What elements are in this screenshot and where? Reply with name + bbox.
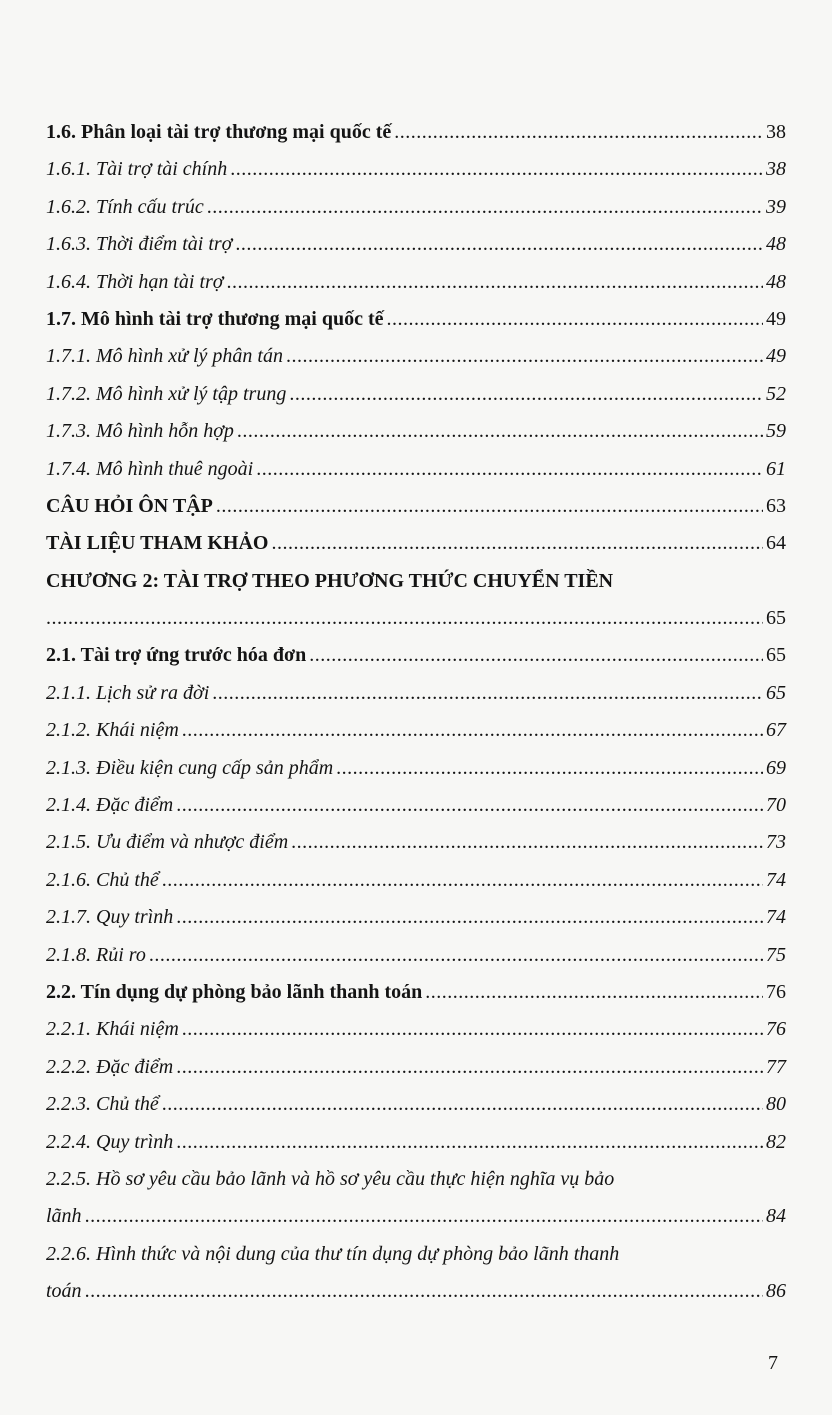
toc-entry-page: 67 bbox=[766, 719, 786, 742]
toc-entry-label: 1.7.2. Mô hình xử lý tập trung bbox=[46, 382, 287, 405]
toc-entry-page: 38 bbox=[766, 158, 786, 181]
toc-entry[interactable] bbox=[46, 1124, 786, 1161]
toc-entry-label: 2.2. Tín dụng dự phòng bảo lãnh thanh toán bbox=[46, 980, 423, 1003]
toc-entry[interactable] bbox=[46, 675, 786, 712]
leader-dots bbox=[149, 937, 763, 974]
leader-dots bbox=[207, 189, 763, 226]
toc-entry-label: 2.1.8. Rủi ro bbox=[46, 943, 146, 966]
toc-entry[interactable] bbox=[46, 413, 786, 450]
table-of-contents bbox=[46, 114, 786, 1311]
toc-entry[interactable] bbox=[46, 1198, 786, 1235]
toc-entry-label-line2: lãnh bbox=[46, 1205, 82, 1228]
leader-dots bbox=[289, 376, 763, 413]
leader-dots bbox=[182, 1011, 763, 1048]
leader-dots bbox=[291, 824, 763, 861]
chapter-page: 65 bbox=[766, 607, 786, 630]
leader-dots bbox=[237, 413, 763, 450]
toc-entry-page: 49 bbox=[766, 307, 786, 330]
page-number: 7 bbox=[768, 1352, 778, 1374]
toc-entry[interactable] bbox=[46, 376, 786, 413]
toc-entry[interactable] bbox=[46, 862, 786, 899]
toc-entry[interactable] bbox=[46, 525, 786, 562]
toc-entry-label-line1[interactable]: 2.2.5. Hồ sơ yêu cầu bảo lãnh và hồ sơ yêu cầu thực hiện nghĩa vụ bảo bbox=[46, 1167, 615, 1190]
leader-dots bbox=[176, 1049, 763, 1086]
toc-entry-page: 80 bbox=[766, 1093, 786, 1116]
toc-entry[interactable] bbox=[46, 1273, 786, 1310]
toc-entry-page: 84 bbox=[766, 1205, 786, 1228]
leader-dots bbox=[162, 862, 763, 899]
leader-dots bbox=[85, 1198, 763, 1235]
toc-entry-label: 2.2.3. Chủ thể bbox=[46, 1093, 159, 1116]
toc-entry-label: 1.7.1. Mô hình xử lý phân tán bbox=[46, 345, 283, 368]
toc-entry-page: 86 bbox=[766, 1280, 786, 1303]
toc-entry-label: 1.6.3. Thời điểm tài trợ bbox=[46, 233, 233, 256]
toc-entry[interactable] bbox=[46, 974, 786, 1011]
toc-entry[interactable] bbox=[46, 1086, 786, 1123]
toc-entry-page: 48 bbox=[766, 233, 786, 256]
toc-entry-label: 2.2.2. Đặc điểm bbox=[46, 1055, 174, 1078]
toc-entry-label: 2.1.6. Chủ thể bbox=[46, 868, 159, 891]
toc-entry-page: 76 bbox=[766, 1018, 786, 1041]
chapter-title: CHƯƠNG 2: TÀI TRỢ THEO PHƯƠNG THỨC CHUYỂN TIỀN bbox=[46, 569, 614, 592]
leader-dots bbox=[176, 899, 763, 936]
leader-dots bbox=[46, 600, 763, 637]
toc-section-chapter-1 bbox=[46, 114, 786, 563]
toc-entry-label: 2.2.4. Quy trình bbox=[46, 1130, 174, 1153]
toc-entry-label: 2.1.5. Ưu điểm và nhược điểm bbox=[46, 831, 289, 854]
leader-dots bbox=[235, 226, 763, 263]
toc-entry[interactable] bbox=[46, 637, 786, 674]
toc-entry[interactable] bbox=[46, 1011, 786, 1048]
toc-entry[interactable] bbox=[46, 114, 786, 151]
toc-entry-label: 1.6. Phân loại tài trợ thương mại quốc tế bbox=[46, 121, 392, 143]
toc-entry[interactable] bbox=[46, 151, 786, 188]
toc-entry-page: 39 bbox=[766, 195, 786, 218]
toc-entry-page: 61 bbox=[766, 457, 786, 480]
toc-entry-page: 49 bbox=[766, 345, 786, 368]
toc-entry-label: 2.2.1. Khái niệm bbox=[46, 1018, 179, 1041]
toc-entry-label-line2: toán bbox=[46, 1280, 82, 1303]
toc-entry-page: 52 bbox=[766, 382, 786, 405]
toc-chapter-heading[interactable] bbox=[46, 563, 786, 600]
toc-entry[interactable] bbox=[46, 1049, 786, 1086]
toc-entry-label-line1[interactable]: 2.2.6. Hình thức và nội dung của thư tín dụng dự phòng bảo lãnh thanh bbox=[46, 1242, 620, 1265]
toc-entry[interactable] bbox=[46, 264, 786, 301]
toc-section-chapter-2 bbox=[46, 637, 786, 1160]
toc-entry[interactable] bbox=[46, 937, 786, 974]
toc-entry-label: 2.1.4. Đặc điểm bbox=[46, 794, 174, 817]
toc-entry[interactable] bbox=[46, 824, 786, 861]
leader-dots bbox=[309, 637, 763, 674]
toc-entry[interactable] bbox=[46, 750, 786, 787]
toc-entry-label: TÀI LIỆU THAM KHẢO bbox=[46, 532, 269, 555]
leader-dots bbox=[230, 151, 763, 188]
leader-dots bbox=[176, 1124, 763, 1161]
toc-entry-page: 82 bbox=[766, 1130, 786, 1153]
toc-entry-page: 75 bbox=[766, 943, 786, 966]
toc-entry-label: 1.6.2. Tính cấu trúc bbox=[46, 195, 204, 218]
toc-entry-page: 65 bbox=[766, 644, 786, 667]
toc-entry-page: 38 bbox=[766, 121, 786, 143]
leader-dots bbox=[387, 301, 764, 338]
toc-entry[interactable] bbox=[46, 338, 786, 375]
toc-entry-label: 2.1.1. Lịch sử ra đời bbox=[46, 681, 210, 704]
toc-entry[interactable] bbox=[46, 787, 786, 824]
toc-entry-page: 76 bbox=[766, 980, 786, 1003]
toc-chapter-page-line bbox=[46, 600, 786, 637]
toc-entry-page: 48 bbox=[766, 270, 786, 293]
toc-entry[interactable] bbox=[46, 488, 786, 525]
leader-dots bbox=[394, 114, 763, 151]
leader-dots bbox=[212, 675, 763, 712]
toc-entry-label: CÂU HỎI ÔN TẬP bbox=[46, 494, 213, 517]
toc-wrapped-entries bbox=[46, 1161, 786, 1311]
leader-dots bbox=[85, 1273, 763, 1310]
toc-entry-page: 73 bbox=[766, 831, 786, 854]
toc-entry-label: 1.6.1. Tài trợ tài chính bbox=[46, 158, 228, 181]
toc-entry-label: 2.1.2. Khái niệm bbox=[46, 719, 179, 742]
toc-entry-label: 1.7.4. Mô hình thuê ngoài bbox=[46, 457, 254, 480]
toc-entry[interactable] bbox=[46, 451, 786, 488]
leader-dots bbox=[286, 338, 763, 375]
toc-entry[interactable] bbox=[46, 899, 786, 936]
toc-entry-page: 74 bbox=[766, 868, 786, 891]
toc-entry[interactable] bbox=[46, 712, 786, 749]
toc-entry-label: 2.1.7. Quy trình bbox=[46, 906, 174, 929]
toc-entry-page: 59 bbox=[766, 420, 786, 443]
toc-entry-label: 1.7. Mô hình tài trợ thương mại quốc tế bbox=[46, 307, 384, 330]
leader-dots bbox=[216, 488, 763, 525]
toc-entry-page: 63 bbox=[766, 494, 786, 517]
leader-dots bbox=[271, 525, 763, 562]
leader-dots bbox=[336, 750, 763, 787]
toc-entry-page: 74 bbox=[766, 906, 786, 929]
toc-entry-label: 2.1. Tài trợ ứng trước hóa đơn bbox=[46, 644, 307, 667]
toc-entry-label: 2.1.3. Điều kiện cung cấp sản phẩm bbox=[46, 756, 334, 779]
toc-entry-page: 70 bbox=[766, 794, 786, 817]
toc-entry-page: 65 bbox=[766, 681, 786, 704]
toc-entry[interactable] bbox=[46, 301, 786, 338]
leader-dots bbox=[182, 712, 763, 749]
toc-entry-page: 77 bbox=[766, 1055, 786, 1078]
leader-dots bbox=[425, 974, 763, 1011]
toc-entry-label: 1.7.3. Mô hình hỗn hợp bbox=[46, 420, 234, 443]
leader-dots bbox=[162, 1086, 763, 1123]
leader-dots bbox=[176, 787, 763, 824]
toc-entry[interactable] bbox=[46, 189, 786, 226]
toc-entry-label: 1.6.4. Thời hạn tài trợ bbox=[46, 270, 224, 293]
leader-dots bbox=[256, 451, 763, 488]
toc-entry-page: 69 bbox=[766, 756, 786, 779]
leader-dots bbox=[226, 264, 763, 301]
toc-entry[interactable] bbox=[46, 226, 786, 263]
toc-entry-page: 64 bbox=[766, 532, 786, 555]
